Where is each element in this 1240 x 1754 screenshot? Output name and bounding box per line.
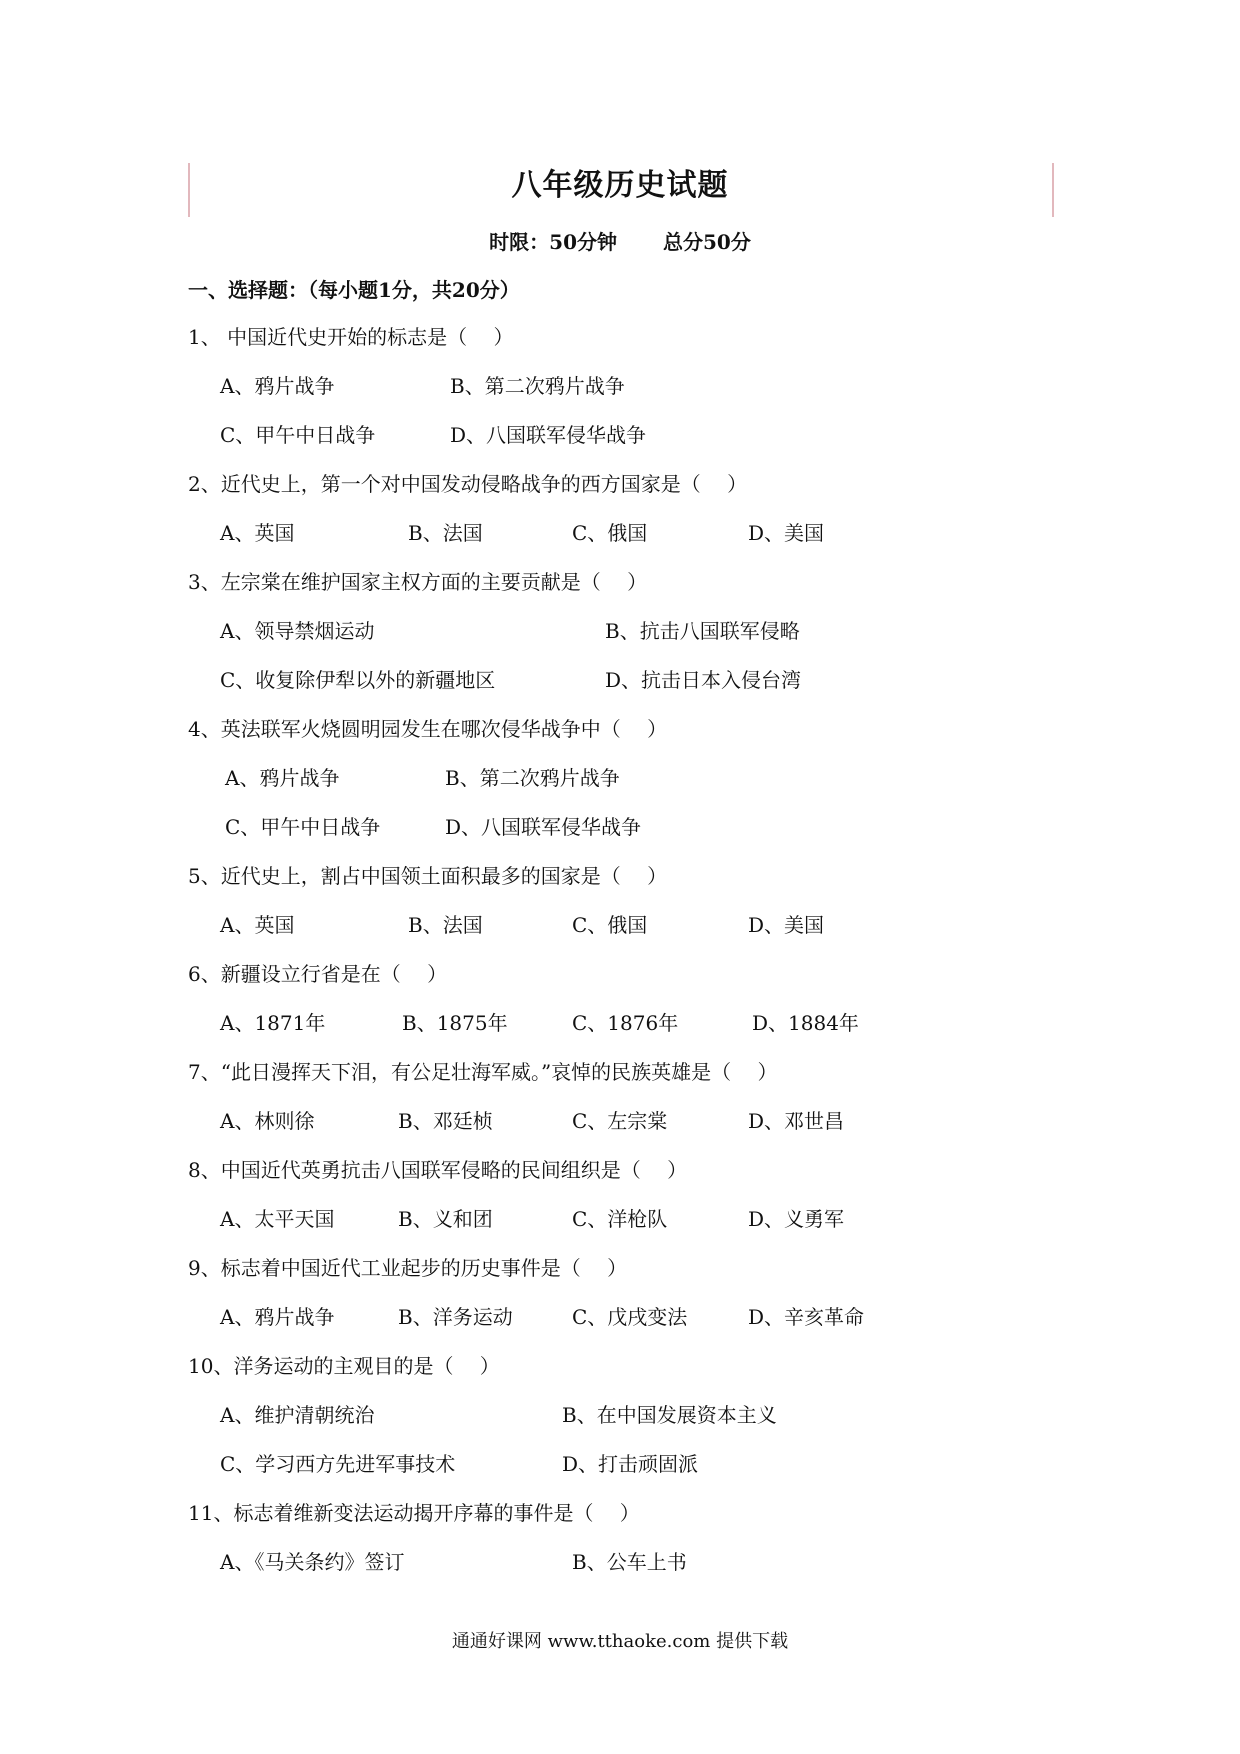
question-4-option-d: D、八国联军侵华战争	[445, 815, 642, 839]
question-2-stem: 2、近代史上，第一个对中国发动侵略战争的西方国家是（ ）	[188, 472, 748, 496]
question-7-option-a: A、林则徐	[220, 1109, 315, 1133]
question-8-option-a: A、太平天国	[220, 1207, 335, 1231]
question-2-option-c: C、俄国	[572, 521, 648, 545]
question-8-stem: 8、中国近代英勇抗击八国联军侵略的民间组织是（ ）	[188, 1158, 688, 1182]
question-10-option-c: C、学习西方先进军事技术	[220, 1452, 456, 1476]
question-7-option-c: C、左宗棠	[572, 1109, 668, 1133]
question-6-option-b: B、1875年	[402, 1011, 508, 1035]
question-1-option-b: B、第二次鸦片战争	[450, 374, 625, 398]
question-10-option-d: D、打击顽固派	[562, 1452, 699, 1476]
question-6-option-c: C、1876年	[572, 1011, 679, 1035]
question-10-option-b: B、在中国发展资本主义	[562, 1403, 777, 1427]
exam-title: 八年级历史试题	[511, 168, 729, 203]
question-9-stem: 9、标志着中国近代工业起步的历史事件是（ ）	[188, 1256, 628, 1280]
question-6-stem: 6、新疆设立行省是在（ ）	[188, 962, 448, 986]
question-7-stem: 7、“此日漫挥天下泪，有公足壮海军威。”哀悼的民族英雄是（ ）	[188, 1060, 778, 1084]
question-2-option-d: D、美国	[748, 521, 825, 545]
question-8-option-b: B、义和团	[398, 1207, 493, 1231]
question-5-option-c: C、俄国	[572, 913, 648, 937]
question-9-option-b: B、洋务运动	[398, 1305, 513, 1329]
question-7-option-d: D、邓世昌	[748, 1109, 845, 1133]
time-limit: 时限：50分钟	[489, 230, 617, 254]
question-5-stem: 5、近代史上，割占中国领土面积最多的国家是（ ）	[188, 864, 668, 888]
question-8-option-d: D、义勇军	[748, 1207, 845, 1231]
question-1-stem: 1、 中国近代史开始的标志是（ ）	[188, 325, 514, 349]
question-6-option-d: D、1884年	[752, 1011, 859, 1035]
question-10-stem: 10、洋务运动的主观目的是（ ）	[188, 1354, 500, 1378]
question-1-option-c: C、甲午中日战争	[220, 423, 376, 447]
question-9-option-a: A、鸦片战争	[220, 1305, 335, 1329]
question-11-option-b: B、公车上书	[572, 1550, 687, 1574]
question-4-option-c: C、甲午中日战争	[225, 815, 381, 839]
question-2-option-a: A、英国	[220, 521, 295, 545]
question-3-option-a: A、领导禁烟运动	[220, 619, 375, 643]
question-10-option-a: A、维护清朝统治	[220, 1403, 375, 1427]
section-heading-choice: 一、选择题：（每小题1分，共20分）	[188, 278, 520, 302]
question-6-option-a: A、1871年	[220, 1011, 326, 1035]
question-3-option-d: D、抗击日本入侵台湾	[605, 668, 802, 692]
question-2-option-b: B、法国	[408, 521, 483, 545]
question-1-option-d: D、八国联军侵华战争	[450, 423, 647, 447]
question-5-option-a: A、英国	[220, 913, 295, 937]
question-7-option-b: B、邓廷桢	[398, 1109, 493, 1133]
question-3-option-c: C、收复除伊犁以外的新疆地区	[220, 668, 496, 692]
footer-source-note: 通通好课网 www.tthaoke.com 提供下载	[451, 1631, 789, 1652]
question-5-option-d: D、美国	[748, 913, 825, 937]
exam-subtitle	[0, 226, 1240, 255]
total-score: 总分50分	[663, 230, 751, 254]
question-4-stem: 4、英法联军火烧圆明园发生在哪次侵华战争中（ ）	[188, 717, 668, 741]
question-8-option-c: C、洋枪队	[572, 1207, 668, 1231]
question-9-option-d: D、辛亥革命	[748, 1305, 865, 1329]
question-11-option-a: A、《马关条约》签订	[220, 1550, 405, 1574]
question-5-option-b: B、法国	[408, 913, 483, 937]
question-4-option-a: A、鸦片战争	[225, 766, 340, 790]
question-3-option-b: B、抗击八国联军侵略	[605, 619, 800, 643]
question-11-stem: 11、标志着维新变法运动揭开序幕的事件是（ ）	[188, 1501, 640, 1525]
question-1-option-a: A、鸦片战争	[220, 374, 335, 398]
question-3-stem: 3、左宗棠在维护国家主权方面的主要贡献是（ ）	[188, 570, 648, 594]
question-4-option-b: B、第二次鸦片战争	[445, 766, 620, 790]
question-9-option-c: C、戊戌变法	[572, 1305, 688, 1329]
